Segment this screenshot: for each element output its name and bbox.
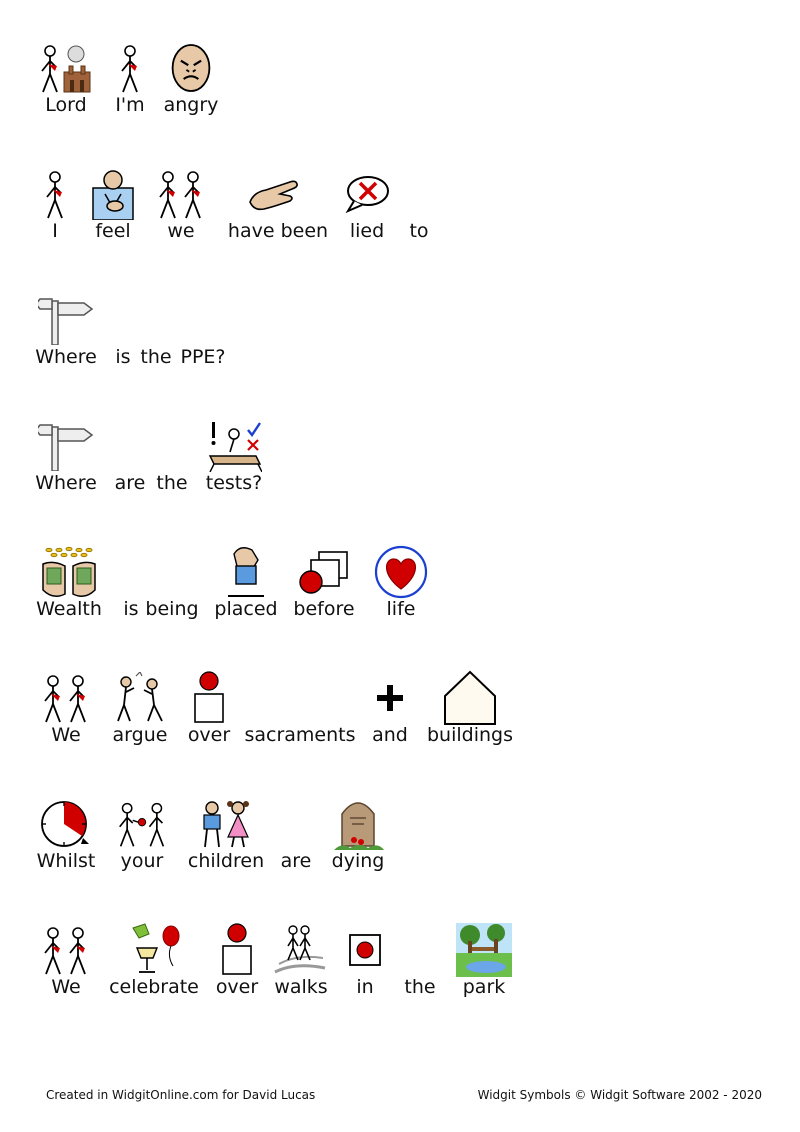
- word-label: we: [167, 220, 195, 242]
- we-icon: [38, 922, 94, 978]
- word-label: buildings: [426, 724, 513, 746]
- word-label: the: [156, 472, 188, 494]
- word-label: the: [140, 346, 172, 368]
- park-icon: [456, 922, 512, 978]
- word-label: to: [409, 220, 429, 242]
- symbol-word: [38, 40, 94, 120]
- over-icon: [210, 922, 264, 978]
- word-label: sacraments: [244, 724, 356, 746]
- symbol-word: [244, 670, 356, 750]
- we-icon: [154, 166, 208, 222]
- timer-icon: [38, 796, 94, 852]
- wealth-icon: [38, 544, 100, 600]
- word-label: before: [293, 598, 355, 620]
- symbol-word: [38, 544, 100, 624]
- your-icon: [116, 796, 168, 852]
- word-label: have been: [227, 220, 329, 242]
- word-label: are: [280, 850, 312, 872]
- word-label: walks: [274, 976, 328, 998]
- word-label: children: [187, 850, 265, 872]
- sentence-line: [38, 544, 778, 624]
- word-label: Wealth: [36, 598, 102, 620]
- sentence-line: [38, 40, 778, 120]
- word-label: I: [52, 220, 58, 242]
- symbol-word: [294, 544, 354, 624]
- test-icon: [206, 418, 262, 474]
- footer-credit: Created in WidgitOnline.com for David Lucas: [46, 1088, 316, 1102]
- symbol-word: [456, 922, 512, 1002]
- symbol-word: [163, 40, 219, 120]
- before-icon: [294, 544, 354, 600]
- symbol-word: [38, 166, 72, 246]
- word-label: Whilst: [36, 850, 96, 872]
- word-label: I'm: [115, 94, 145, 116]
- word-label: Where: [35, 472, 97, 494]
- person-i-icon: [110, 40, 150, 96]
- word-label: lied: [349, 220, 385, 242]
- symbol-word: [110, 40, 150, 120]
- symbol-word: [154, 418, 190, 498]
- word-label: is: [123, 598, 139, 620]
- word-label: over: [215, 976, 259, 998]
- symbol-word: [216, 544, 276, 624]
- sentence-line: [38, 922, 778, 1002]
- symbol-word: [330, 796, 386, 876]
- symbol-word: [206, 418, 262, 498]
- lord-icon: [38, 40, 94, 96]
- word-label: celebrate: [109, 976, 199, 998]
- word-label: in: [356, 976, 374, 998]
- walks-icon: [270, 922, 332, 978]
- symbol-word: [278, 796, 314, 876]
- word-label: Lord: [45, 94, 87, 116]
- symbol-word: [35, 292, 97, 372]
- word-label: feel: [95, 220, 131, 242]
- word-label: life: [386, 598, 416, 620]
- sentence-line: [38, 166, 778, 246]
- word-label: over: [187, 724, 231, 746]
- children-icon: [186, 796, 266, 852]
- plus-icon: [368, 670, 412, 726]
- symbol-word: [90, 166, 136, 246]
- word-label: We: [51, 724, 81, 746]
- feel-icon: [90, 166, 136, 222]
- symbol-word: [186, 796, 266, 876]
- placed-icon: [216, 544, 276, 600]
- symbol-word: [35, 418, 97, 498]
- word-label: We: [51, 976, 81, 998]
- symbol-word: [110, 922, 198, 1002]
- pointing-hand-icon: [228, 166, 328, 222]
- in-icon: [342, 922, 388, 978]
- word-label: park: [462, 976, 506, 998]
- symbol-word: [38, 670, 94, 750]
- symbol-word: [372, 544, 430, 624]
- symbol-word: [116, 796, 168, 876]
- heart-icon: [372, 544, 430, 600]
- lie-speech-icon: [344, 166, 390, 222]
- word-label: placed: [214, 598, 278, 620]
- symbol-word: [154, 166, 208, 246]
- signpost-icon: [38, 418, 94, 474]
- we-icon: [38, 670, 94, 726]
- word-label: Where: [35, 346, 97, 368]
- symbol-word: [228, 166, 328, 246]
- person-i-icon: [38, 166, 72, 222]
- symbol-word: [110, 670, 170, 750]
- symbol-word: [38, 796, 94, 876]
- sentence-line: [38, 670, 778, 750]
- word-label: tests?: [205, 472, 263, 494]
- gravestone-icon: [330, 796, 386, 852]
- house-icon: [424, 670, 516, 726]
- symbol-word: [180, 292, 226, 372]
- word-label: angry: [163, 94, 219, 116]
- word-label: your: [120, 850, 164, 872]
- footer-copyright: Widgit Symbols © Widgit Software 2002 - 2020: [477, 1088, 762, 1102]
- sentence-line: [35, 292, 778, 372]
- sentence-line: [38, 796, 778, 876]
- over-icon: [184, 670, 234, 726]
- word-label: PPE?: [180, 346, 226, 368]
- sentence-line: [35, 418, 778, 498]
- symbol-word: [402, 166, 436, 246]
- word-label: are: [114, 472, 146, 494]
- word-label: argue: [112, 724, 168, 746]
- word-label: and: [372, 724, 408, 746]
- symbol-word: [146, 544, 198, 624]
- word-label: being: [145, 598, 199, 620]
- word-label: dying: [331, 850, 385, 872]
- celebrate-icon: [110, 922, 198, 978]
- word-label: the: [404, 976, 436, 998]
- symbol-word: [38, 922, 94, 1002]
- word-label: is: [115, 346, 131, 368]
- symbol-word: [424, 670, 516, 750]
- angry-face-icon: [168, 40, 214, 96]
- argue-icon: [110, 670, 170, 726]
- signpost-icon: [38, 292, 94, 348]
